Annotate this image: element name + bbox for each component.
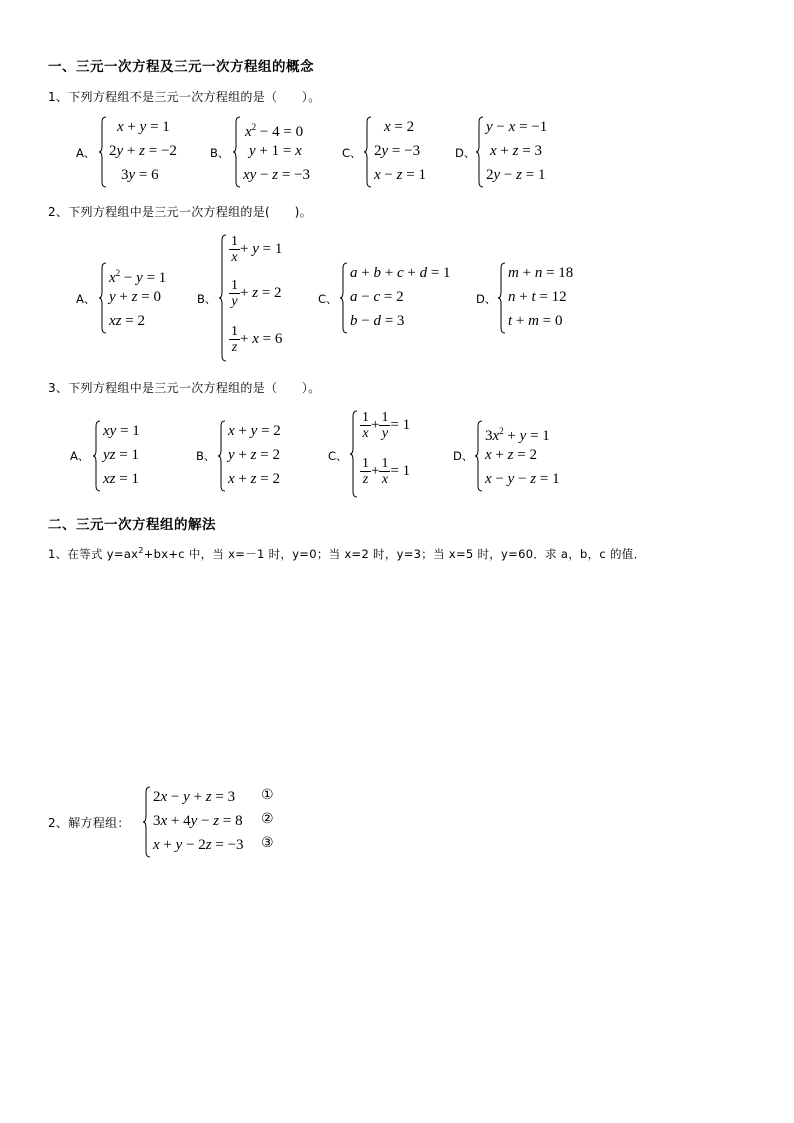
equation-line: 2x − y + z = 3 xyxy=(153,789,236,805)
equation-line: 2y − z = 1 xyxy=(486,167,546,183)
equation-line: x + z = 2 xyxy=(228,471,280,487)
equation-line: b − d = 3 xyxy=(350,313,405,329)
equation-line: x + z = 3 xyxy=(490,143,542,159)
s2-q2-system xyxy=(143,786,293,858)
circled-1-marker: ① xyxy=(261,787,274,803)
brace-icon xyxy=(99,116,107,188)
equation-line: y + z = 0 xyxy=(109,289,161,305)
equation-line: y − x = −1 xyxy=(486,119,548,135)
q1-option-b-label: B、 xyxy=(210,146,230,160)
brace-icon xyxy=(99,262,107,334)
equation-line: $\frac{1}{z}$ + $\frac{1}{x}$ = 1 xyxy=(362,456,411,487)
equation-line: a − c = 2 xyxy=(350,289,404,305)
brace-icon xyxy=(364,116,372,188)
q2-option-a-label: A、 xyxy=(76,292,96,306)
equation-line: xz = 1 xyxy=(103,471,139,487)
equation-line: y + 1 = x xyxy=(249,143,302,159)
q3-option-a-system xyxy=(93,420,173,492)
q3-option-b-label: B、 xyxy=(196,449,216,463)
equation-line: a + b + c + d = 1 xyxy=(350,265,451,281)
q3-option-b-system xyxy=(218,420,308,492)
q1-option-d-label: D、 xyxy=(455,146,476,160)
q2-option-d-label: D、 xyxy=(476,292,497,306)
q2-option-a-system xyxy=(99,262,199,334)
q1-option-c-label: C、 xyxy=(342,146,362,160)
equation-line: $\frac{1}{x}$ + $\frac{1}{y}$ = 1 xyxy=(362,410,411,441)
equation-line: 2y = −3 xyxy=(374,143,421,159)
section2-title: 二、三元一次方程组的解法 xyxy=(48,517,216,533)
equation-line: $\frac{1}{y}$ + z = 2 xyxy=(231,278,282,309)
brace-icon xyxy=(475,420,483,492)
brace-icon xyxy=(93,420,101,492)
equation-line: $x^2 - 4 = 0$ xyxy=(245,122,304,140)
q3-option-d-system xyxy=(475,420,575,492)
equation-line: xz = 2 xyxy=(109,313,145,329)
q2-option-c-system xyxy=(340,262,460,334)
brace-icon xyxy=(498,262,506,334)
q2-option-b-label: B、 xyxy=(197,292,217,306)
brace-icon xyxy=(476,116,484,188)
s2-q1-prompt: 1、在等式 $y=ax^2+bx+c$ 中，当 x=－1 时，y=0；当 x=2 时，y=3；当 x=5 时，y=60．求 a，b，c 的值． xyxy=(48,546,646,561)
brace-icon xyxy=(233,116,241,188)
equation-line: $x^2 - y = 1$ xyxy=(109,268,167,286)
equation-line: $3x^2 + y = 1$ xyxy=(485,426,550,444)
q3-prompt: 3、下列方程组中是三元一次方程组的是（ ）。 xyxy=(48,381,321,395)
equation-line: x − y − z = 1 xyxy=(485,471,560,487)
equation-line: x + y − 2z = −3 xyxy=(153,837,244,853)
equation-line: n + t = 12 xyxy=(508,289,567,305)
brace-icon xyxy=(340,262,348,334)
q1-prompt: 1、下列方程组不是三元一次方程组的是（ ）。 xyxy=(48,90,321,104)
equation-line: $\frac{1}{z}$ + x = 6 xyxy=(231,324,283,355)
q2-option-d-system xyxy=(498,262,598,334)
q3-option-d-label: D、 xyxy=(453,449,474,463)
q1-option-b-system xyxy=(233,116,333,188)
equation-line: x + y = 1 xyxy=(117,119,170,135)
q2-prompt: 2、下列方程组中是三元一次方程组的是( )。 xyxy=(48,205,312,219)
q2-option-c-label: C、 xyxy=(318,292,338,306)
equation-line: x + y = 2 xyxy=(228,423,281,439)
equation-line: x = 2 xyxy=(384,119,415,135)
equation-line: m + n = 18 xyxy=(508,265,574,281)
q3-option-a-label: A、 xyxy=(70,449,90,463)
brace-icon xyxy=(219,234,227,362)
equation-line: y + z = 2 xyxy=(228,447,280,463)
q3-option-c-label: C、 xyxy=(328,449,348,463)
brace-icon xyxy=(350,410,358,498)
equation-line: $\frac{1}{x}$ + y = 1 xyxy=(231,234,283,265)
equation-line: 3y = 6 xyxy=(121,167,159,183)
brace-icon xyxy=(143,786,151,858)
q1-option-c-system xyxy=(364,116,454,188)
equation-line: t + m = 0 xyxy=(508,313,563,329)
section1-title: 一、三元一次方程及三元一次方程组的概念 xyxy=(48,59,314,75)
equation-line: x − z = 1 xyxy=(374,167,426,183)
brace-icon xyxy=(218,420,226,492)
equation-line: xy − z = −3 xyxy=(243,167,311,183)
s2-q2-label: 2、解方程组： xyxy=(48,816,130,830)
q2-option-b-system xyxy=(219,234,319,362)
circled-2-marker: ② xyxy=(261,811,274,827)
q1-option-a-system xyxy=(99,116,199,188)
circled-3-marker: ③ xyxy=(261,835,274,851)
q3-option-c-system xyxy=(350,410,440,498)
equation-line: yz = 1 xyxy=(103,447,139,463)
q1-option-d-system xyxy=(476,116,576,188)
q1-option-a-label: A、 xyxy=(76,146,96,160)
equation-line: 3x + 4y − z = 8 xyxy=(153,813,243,829)
equation-line: x + z = 2 xyxy=(485,447,537,463)
equation-line: xy = 1 xyxy=(103,423,140,439)
equation-line: 2y + z = −2 xyxy=(109,143,177,159)
